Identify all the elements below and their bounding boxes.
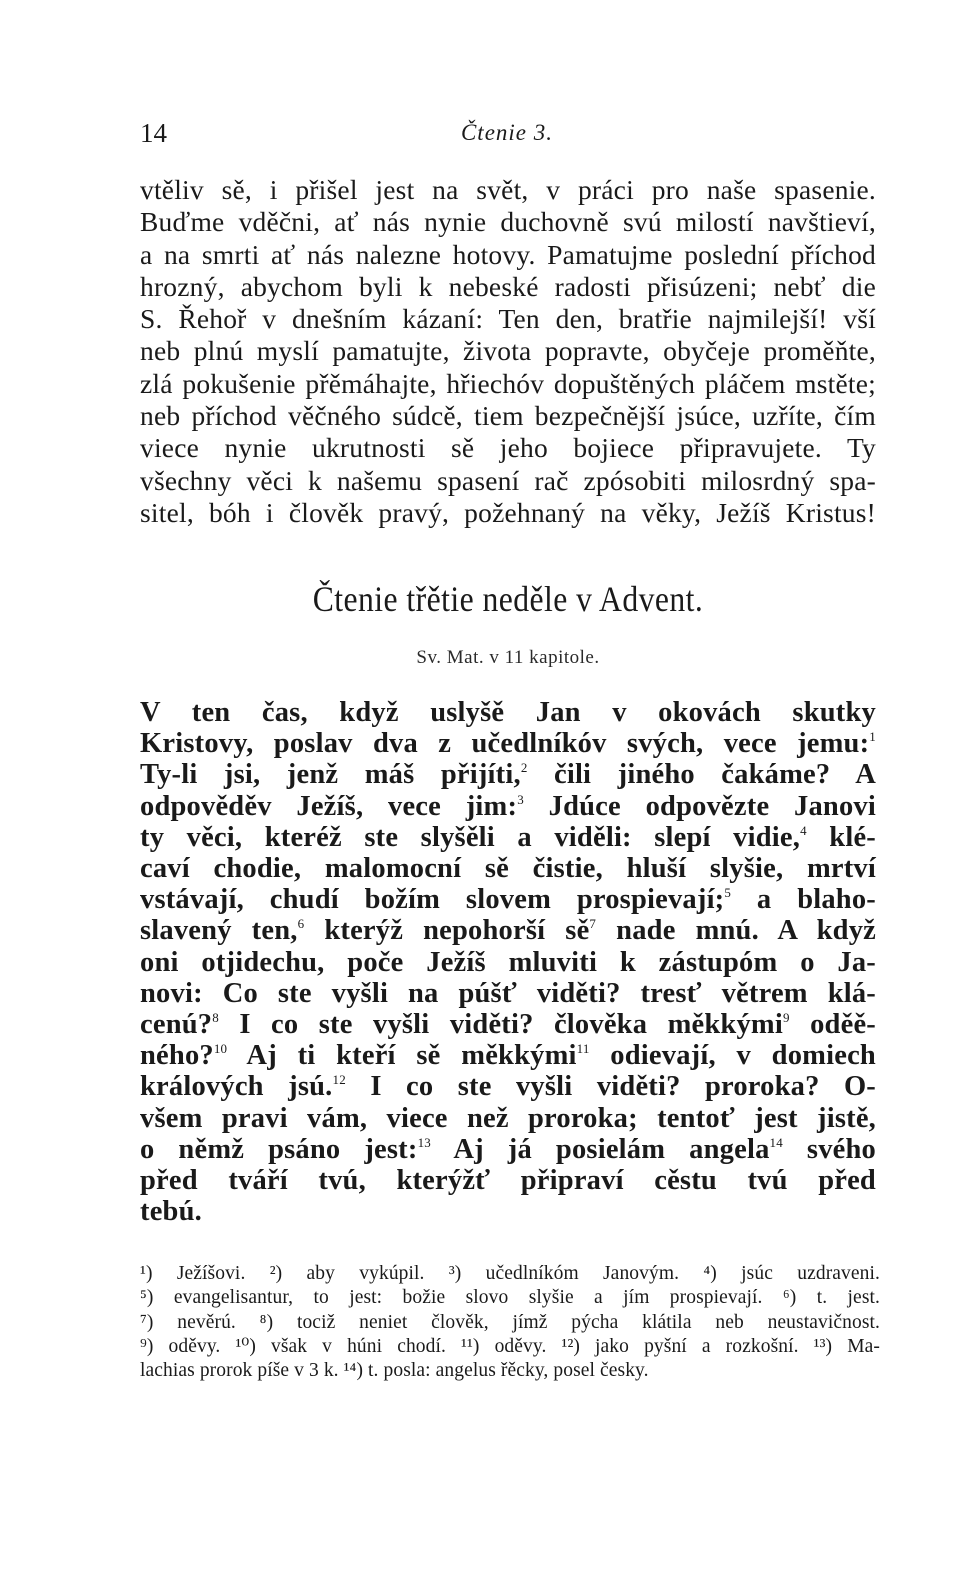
gospel-line <box>140 884 876 915</box>
gospel-text: a blaho- <box>731 884 876 916</box>
gospel-line <box>140 853 876 884</box>
gospel-line <box>140 1009 876 1040</box>
gospel-line <box>140 1134 876 1165</box>
footnote-marker: 5 <box>724 885 732 901</box>
intro-line: sitel, bóh i člověk pravý, požehnaný na věky, Ježíš Kristus! <box>140 496 876 528</box>
footnote-marker: 1 <box>869 729 876 745</box>
intro-line: a na smrti ať nás nalezne hotovy. Pamatujme poslední příchod <box>140 238 876 270</box>
footnote-marker: 9 <box>782 1010 790 1026</box>
footnote-line: ¹) Ježíšovi. ²) aby vykúpil. ³) učedlníkóm Janovým. ⁴) jsúc uzdraveni. <box>140 1263 880 1284</box>
intro-line: všechny věci k našemu spasení rač zpósobiti milosrdný spa- <box>140 464 876 496</box>
gospel-text: králových jsú. <box>140 1071 333 1103</box>
gospel-text: o němž psáno jest: <box>140 1133 418 1165</box>
gospel-text: Kristovy, poslav dva z učedlníkóv svých, vece jemu: <box>140 728 870 760</box>
gospel-line <box>140 759 876 790</box>
gospel-text: I co ste vyšli viděti? člověka měkkými <box>218 1009 783 1041</box>
gospel-text: Aj já posielám angela <box>430 1133 770 1165</box>
footnote-marker: 12 <box>332 1072 346 1088</box>
intro-line: viece nynie ukrutnosti sě jeho bojiece připravujete. Ty <box>140 432 876 464</box>
footnote-line: lachias prorok píše v 3 k. ¹⁴) t. posla: angelus řěcky, posel česky. <box>140 1360 649 1382</box>
gospel-line <box>140 791 876 822</box>
gospel-line <box>140 947 876 978</box>
gospel-text: klé- <box>806 821 876 853</box>
gospel-line <box>140 822 876 853</box>
gospel-text: oděě- <box>789 1009 876 1041</box>
footnotes <box>140 1262 880 1383</box>
intro-line: hrozný, abychom byli k nebeské radosti přisúzeni; nebť die <box>140 270 876 302</box>
gospel-text: všem pravi vám, viece než proroka; tentoť jest jistě, <box>140 1102 876 1134</box>
intro-line: vtěliv sě, i přišel jest na svět, v práci pro naše spasenie. <box>140 174 876 205</box>
gospel-text: tebú. <box>140 1196 202 1228</box>
gospel-text: Aj ti kteří sě měkkými <box>227 1040 577 1072</box>
gospel-text: oni otjidechu, poče Ježíš mluviti k zástupóm o Ja- <box>140 946 876 978</box>
intro-line: S. Řehoř v dnešním kázaní: Ten den, bratřie najmilejší! vší <box>140 303 876 335</box>
gospel-text: novi: Co ste vyšli na púšť viděti? tresť větrem klá- <box>140 977 876 1009</box>
gospel-text: slavený ten, <box>140 915 298 947</box>
intro-line: zlá pokušenie přěmáhajte, hřiechóv dopuštěných pláčem mstěte; <box>140 367 876 399</box>
intro-line: neb příchod věčného súdcě, tiem bezpečnější jsúce, uzříte, čím <box>140 400 876 432</box>
gospel-text: odievají, v domiech <box>589 1040 876 1072</box>
footnote-marker: 6 <box>297 916 305 932</box>
intro-line: Buďme vděčni, ať nás nynie duchovně svú milostí navštieví, <box>140 206 876 238</box>
gospel-text: nade mnú. A když <box>596 915 877 947</box>
footnote-marker: 2 <box>520 760 528 776</box>
gospel-text: caví chodie, malomocní sě čistie, hluší slyšie, mrtví <box>140 853 876 885</box>
footnote-line: ⁷) nevěrú. ⁸) tociž neniet člověk, jímž pýcha klátila neb neustavičnost. <box>140 1311 880 1333</box>
footnote-marker: 8 <box>212 1010 219 1026</box>
footnote-marker: 14 <box>769 1134 783 1150</box>
footnote-marker: 7 <box>589 916 597 932</box>
gospel-text: odpověděv Ježíš, vece jim: <box>140 790 518 822</box>
intro-line: neb plnú myslí pamatujte, života popravte, obyčeje proměňte, <box>140 335 876 367</box>
gospel-text: kterýž nepohorší sě <box>304 915 590 947</box>
page-number: 14 <box>140 118 167 148</box>
gospel-line <box>140 915 876 946</box>
footnote-marker: 10 <box>213 1041 228 1057</box>
gospel-text: ty věci, kteréž ste slyšěli a viděli: slepí vidie, <box>140 821 801 853</box>
gospel-text: ného? <box>140 1040 214 1072</box>
gospel-line <box>140 1040 876 1071</box>
footnote-marker: 13 <box>417 1134 431 1150</box>
gospel-text: před tváří tvú, kterýžť připraví cěstu tvú před <box>140 1165 876 1197</box>
gospel-reading <box>140 697 876 1227</box>
gospel-line <box>140 1103 876 1134</box>
footnote-marker: 11 <box>576 1041 590 1057</box>
gospel-line <box>140 1071 876 1102</box>
gospel-text: Jdúce odpovězte Janovi <box>523 790 877 822</box>
footnote-marker: 3 <box>517 791 524 807</box>
page-header <box>140 118 874 158</box>
footnote-marker: 4 <box>800 822 807 838</box>
gospel-line <box>140 697 876 728</box>
gospel-text: V ten čas, když uslyšě Jan v okovách skutky <box>140 697 876 728</box>
footnote-line: ⁵) evangelisantur, to jest: božie slovo slyšie a jím prospievají. ⁶) t. jest. <box>140 1287 880 1309</box>
gospel-line <box>140 1165 876 1196</box>
footnote-line: ⁹) oděvy. ¹⁰) však v húni chodí. ¹¹) oděvy. ¹²) jako pyšní a rozkošní. ¹³) Ma- <box>140 1335 880 1357</box>
scripture-reference: Sv. Mat. v 11 kapitole. <box>416 647 600 668</box>
section-title: Čtenie třětie neděle v Advent. <box>312 579 704 619</box>
gospel-line <box>140 1196 876 1227</box>
gospel-text: Ty-li jsi, jenž máš přijíti, <box>140 759 521 791</box>
gospel-text: vstávají, chudí božím slovem prospievají; <box>140 884 725 916</box>
gospel-text: svého <box>782 1133 876 1165</box>
gospel-text: čili jiného čakáme? A <box>527 759 877 791</box>
gospel-line <box>140 728 876 759</box>
intro-paragraph <box>140 174 876 529</box>
running-head: Čtenie 3. <box>460 120 554 145</box>
gospel-text: cenú? <box>140 1009 213 1041</box>
gospel-text: I co ste vyšli viděti? proroka? O- <box>345 1071 877 1103</box>
gospel-line <box>140 978 876 1009</box>
